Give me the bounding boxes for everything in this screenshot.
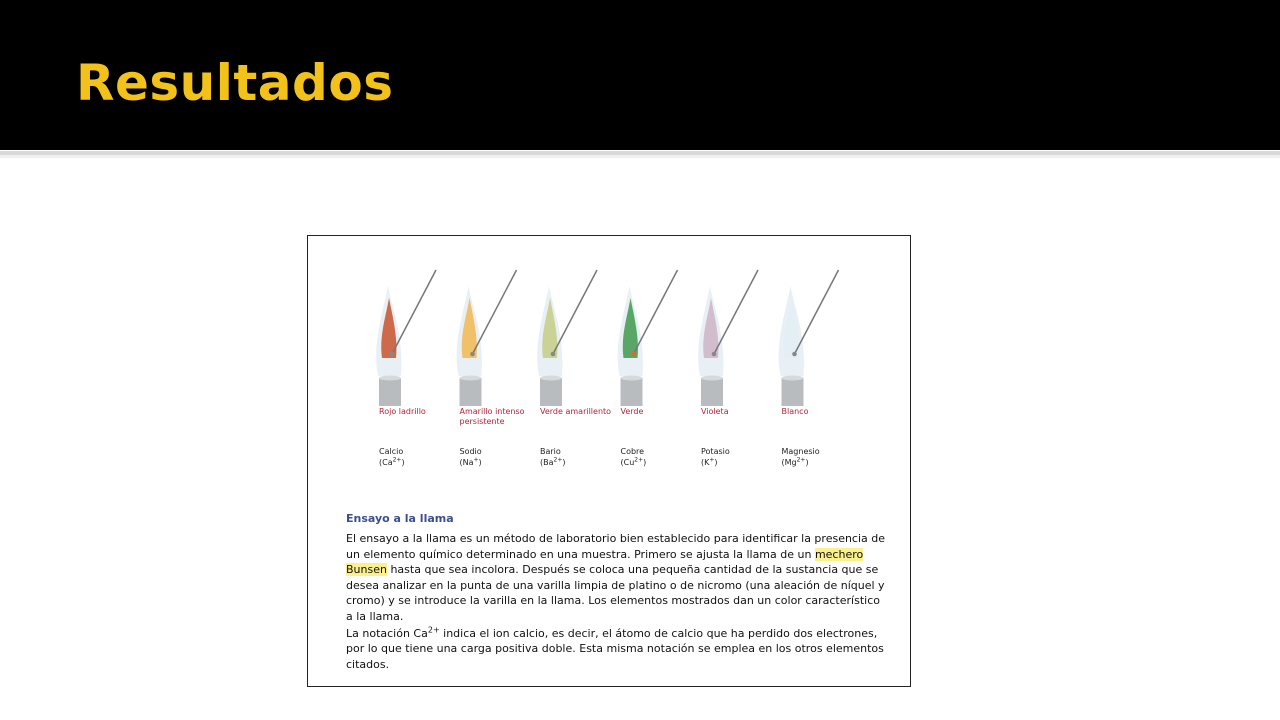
p2-before: La notación Ca [346, 626, 428, 640]
ion-base-1: (Ca [379, 458, 393, 467]
bunsen-burner-1 [379, 378, 401, 406]
p2-superscript: 2+ [427, 624, 440, 634]
element-name-3: Bario [540, 447, 561, 456]
ion-close-5: ) [714, 458, 718, 467]
description-block [346, 512, 886, 673]
wire-tip-4 [631, 352, 636, 357]
element-label-6 [782, 446, 858, 468]
flame-color-label-2: Amarillo intenso persistente [459, 407, 525, 426]
slide-title: Resultados [76, 54, 394, 112]
test-wire-2 [473, 270, 517, 354]
flame-1 [376, 270, 436, 406]
ion-base-2: (Na [459, 458, 474, 467]
ion-close-3: ) [562, 458, 566, 467]
element-name-5: Potasio [701, 447, 730, 456]
flame-color-label-3: Verde amarillento [540, 407, 612, 416]
flame-2 [457, 270, 517, 406]
title-bar [0, 0, 1280, 150]
ion-base-5: (K [701, 458, 710, 467]
bunsen-burner-5 [701, 378, 723, 406]
flame-color-label-5: Violeta [701, 407, 729, 416]
burner-top-1 [379, 376, 401, 381]
flame-6 [779, 270, 839, 406]
element-label-5 [701, 446, 777, 468]
burner-top-4 [621, 376, 643, 381]
ion-charge-6: 2+ [796, 456, 806, 464]
element-name-2: Sodio [459, 447, 482, 456]
flame-color-label-4: Verde [620, 407, 644, 416]
wire-tip-6 [792, 352, 797, 357]
burner-top-5 [701, 376, 723, 381]
bunsen-burner-6 [782, 378, 804, 406]
ion-notation-4 [621, 457, 697, 468]
burner-top-3 [540, 376, 562, 381]
ion-charge-2: + [473, 456, 479, 464]
bunsen-burner-4 [621, 378, 643, 406]
paragraph-1 [346, 531, 886, 625]
ion-close-2: ) [478, 458, 482, 467]
test-wire-4 [634, 270, 678, 354]
ion-base-4: (Cu [620, 458, 635, 467]
section-heading: Ensayo a la llama [346, 512, 454, 525]
p2-after: indica el ion calcio, es decir, el átomo de calcio que ha perdido dos electrones, por lo que tiene una carga positiva doble. Esta misma notación se emplea en los otros elementos citados. [346, 626, 884, 671]
ion-notation-5 [701, 457, 777, 468]
test-wire-3 [553, 270, 597, 354]
ion-notation-2 [460, 457, 536, 468]
test-wire-5 [714, 270, 758, 354]
ion-charge-1: 2+ [392, 456, 402, 464]
flame-color-label-1: Rojo ladrillo [379, 407, 426, 416]
flame-4 [618, 270, 678, 406]
ion-close-1: ) [401, 458, 405, 467]
element-label-4 [621, 446, 697, 468]
element-name-1: Calcio [379, 447, 404, 456]
flame-5 [698, 270, 758, 406]
flames-illustration [308, 236, 911, 411]
burner-top-6 [782, 376, 804, 381]
bunsen-burner-2 [460, 378, 482, 406]
ion-base-3: (Ba [540, 458, 554, 467]
wire-tip-1 [390, 352, 395, 357]
element-label-3 [540, 446, 616, 468]
ion-base-6: (Mg [781, 458, 797, 467]
element-label-1 [379, 446, 455, 468]
ion-close-6: ) [805, 458, 809, 467]
p1-before: El ensayo a la llama es un método de laboratorio bien establecido para identificar la presencia de un elemento químico determinado en una muestra. Primero se ajusta la llama de un [346, 532, 886, 561]
wire-tip-3 [551, 352, 556, 357]
ion-notation-3 [540, 457, 616, 468]
bunsen-burner-3 [540, 378, 562, 406]
ion-charge-3: 2+ [553, 456, 563, 464]
paragraph-2 [346, 626, 886, 673]
element-name-6: Magnesio [781, 447, 820, 456]
flame-color-label-6: Blanco [781, 407, 809, 416]
ion-charge-4: 2+ [634, 456, 644, 464]
title-divider-shadow [0, 155, 1280, 158]
ion-notation-1 [379, 457, 455, 468]
p1-after: hasta que sea incolora. Después se coloca una pequeña cantidad de la sustancia que se desea analizar en la punta de una varilla limpia de platino o de nicromo (una aleación de níquel y cromo) y se introduce la varilla en la llama. Los elementos mostrados dan un color característico a la llama. [346, 563, 885, 623]
element-name-4: Cobre [620, 447, 645, 456]
test-wire-6 [795, 270, 839, 354]
wire-tip-5 [712, 352, 717, 357]
mechero-bunsen-highlight: mechero Bunsen [346, 547, 864, 577]
element-label-2 [460, 446, 536, 468]
burner-top-2 [460, 376, 482, 381]
ion-charge-5: + [709, 456, 715, 464]
test-wire-1 [392, 270, 436, 354]
wire-tip-2 [470, 352, 475, 357]
flame-test-figure [307, 235, 911, 687]
flame-3 [537, 270, 597, 406]
ion-notation-6 [782, 457, 858, 468]
ion-close-4: ) [643, 458, 647, 467]
